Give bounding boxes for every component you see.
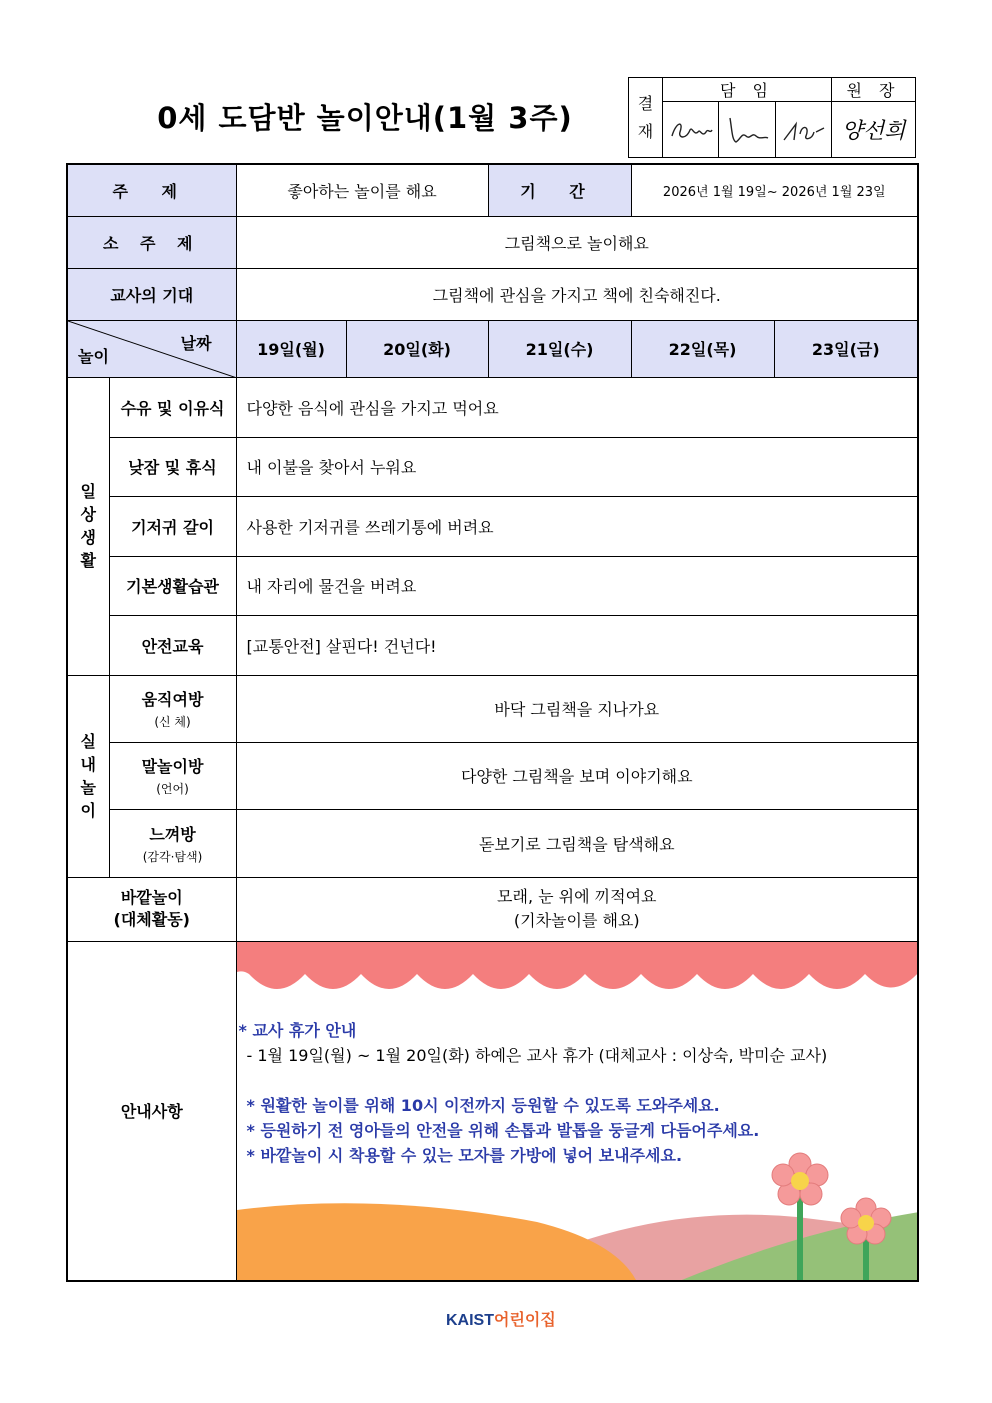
indoor-row-name: 움직여방 (신 체) (109, 675, 236, 742)
day-header-thu: 22일(목) (631, 320, 774, 377)
notice-content (236, 941, 918, 1281)
play-label: 놀이 (78, 346, 109, 366)
outdoor-content: 모래, 눈 위에 끼적여요 (기차놀이를 해요) (236, 877, 918, 941)
outdoor-label: 바깥놀이 (대체활동) (67, 877, 236, 941)
teacher-signature-2 (719, 102, 775, 158)
notice-item: * 원활한 놀이를 위해 10시 이전까지 등원할 수 있도록 도와주세요. (246, 1095, 720, 1115)
day-header-wed: 21일(수) (488, 320, 631, 377)
expectation-value: 그림책에 관심을 가지고 책에 친숙해진다. (236, 268, 918, 320)
day-header-mon: 19일(월) (236, 320, 346, 377)
indoor-row-name: 느껴방 (감각·탐색) (109, 809, 236, 877)
daily-row-name: 낮잠 및 휴식 (109, 437, 236, 496)
kaist-daycare-logo: KAIST어린이집 (446, 1312, 556, 1329)
indoor-row-content: 바닥 그림책을 지나가요 (236, 675, 918, 742)
principal-header: 원 장 (832, 78, 916, 102)
indoor-row-content: 돋보기로 그림책을 탐색해요 (236, 809, 918, 877)
daily-row-content: [교통안전] 살핀다! 건넌다! (236, 615, 918, 675)
subtopic-value: 그림책으로 놀이해요 (236, 216, 918, 268)
vacation-heading: * 교사 휴가 안내 (238, 1020, 357, 1040)
teacher-header: 담 임 (663, 78, 832, 102)
topic-label: 주 제 (67, 164, 236, 216)
principal-signature: 양선희 (832, 102, 916, 158)
daily-row-name: 수유 및 이유식 (109, 377, 236, 437)
indoor-play-label: 실 내 놀 이 (67, 675, 109, 877)
subtopic-label: 소 주 제 (67, 216, 236, 268)
teacher-signature-3 (775, 102, 831, 158)
daily-row-content: 내 이불을 찾아서 누워요 (236, 437, 918, 496)
topic-value: 좋아하는 놀이를 해요 (236, 164, 488, 216)
notice-item: * 등원하기 전 영아들의 안전을 위해 손톱과 발톱을 둥글게 다듬어주세요. (246, 1120, 760, 1140)
notice-label: 안내사항 (67, 941, 236, 1281)
teacher-signature-1 (663, 102, 719, 158)
daily-life-label: 일 상 생 활 (67, 377, 109, 675)
approval-label (629, 78, 663, 158)
indoor-row-name: 말놀이방 (언어) (109, 742, 236, 809)
daily-row-name: 기저귀 갈이 (109, 496, 236, 556)
daily-row-name: 안전교육 (109, 615, 236, 675)
day-header-fri: 23일(금) (774, 320, 918, 377)
period-value: 2026년 1월 19일~ 2026년 1월 23일 (631, 164, 918, 216)
approval-label-top: 결 (637, 93, 654, 113)
daily-row-content: 사용한 기저귀를 쓰레기통에 버려요 (236, 496, 918, 556)
notice-item: * 바깥놀이 시 착용할 수 있는 모자를 가방에 넣어 보내주세요. (246, 1145, 683, 1165)
expectation-label: 교사의 기대 (67, 268, 236, 320)
daily-row-content: 내 자리에 물건을 버려요 (236, 556, 918, 615)
date-play-header (67, 320, 236, 377)
indoor-row-content: 다양한 그림책을 보며 이야기해요 (236, 742, 918, 809)
page-title: 0세 도담반 놀이안내(1월 3주) (157, 101, 573, 135)
vacation-detail: - 1월 19일(월) ~ 1월 20일(화) 하예은 교사 휴가 (대체교사 : 이상숙, 박미순 교사) (246, 1045, 828, 1065)
period-label: 기 간 (488, 164, 631, 216)
date-label: 날짜 (180, 333, 212, 353)
approval-box (628, 77, 916, 158)
plan-table (66, 163, 919, 1282)
daily-row-name: 기본생활습관 (109, 556, 236, 615)
approval-label-bottom: 재 (637, 121, 654, 141)
day-header-tue: 20일(화) (346, 320, 488, 377)
daily-row-content: 다양한 음식에 관심을 가지고 먹어요 (236, 377, 918, 437)
